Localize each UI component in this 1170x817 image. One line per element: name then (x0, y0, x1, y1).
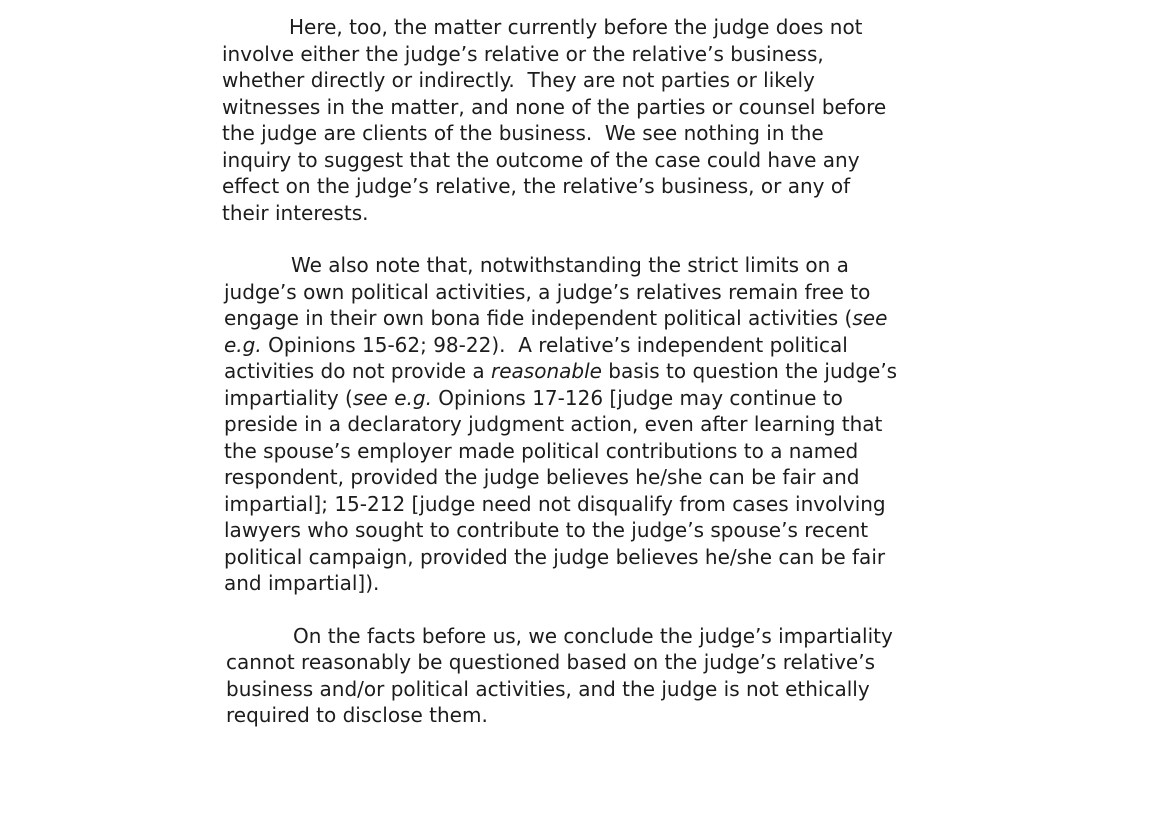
text-line: effect on the judge’s relative, the relative’s business, or any of (222, 174, 851, 198)
text-line: required to disclose them. (226, 703, 488, 727)
paragraph-1 (222, 14, 922, 226)
text-segment: activities do not provide a (224, 359, 492, 383)
text-line: whether directly or indirectly. They are not parties or likely (222, 68, 815, 92)
text-segment: basis to question the judge’s (601, 359, 898, 383)
paragraph-2 (222, 252, 922, 597)
text-line (224, 332, 922, 359)
text-line: political campaign, provided the judge believes he/she can be fair (224, 544, 886, 569)
text-line: lawyers who sought to contribute to the judge’s spouse’s recent (224, 518, 869, 542)
text-line: and impartial]). (224, 571, 380, 595)
text-line: business and/or political activities, and the judge is not ethically (226, 676, 870, 701)
text-line: We also note that, notwithstanding the strict limits on a (291, 253, 849, 277)
text-line (224, 385, 922, 412)
text-segment: Opinions 15-62; 98-22). A relative’s independent political (261, 332, 848, 357)
text-line: On the facts before us, we conclude the judge’s impartiality (293, 623, 893, 648)
text-line: Here, too, the matter currently before the judge does not (289, 15, 863, 39)
citation-signal: e.g. (224, 332, 262, 357)
text-segment: engage in their own bona fide independent political activities ( (224, 306, 853, 330)
text-line: inquiry to suggest that the outcome of the case could have any (222, 147, 860, 172)
paragraph-3 (222, 623, 922, 729)
text-line: the judge are clients of the business. We see nothing in the (222, 121, 824, 145)
text-line: respondent, provided the judge believes he/she can be fair and (224, 465, 860, 489)
text-line: judge’s own political activities, a judge’s relatives remain free to (224, 279, 871, 304)
text-segment: Opinions 17-126 [judge may continue to (431, 385, 843, 410)
document-page (222, 14, 922, 755)
text-line: witnesses in the matter, and none of the parties or counsel before (222, 94, 887, 119)
text-line: cannot reasonably be questioned based on the judge’s relative’s (226, 650, 875, 674)
text-line: impartial]; 15-212 [judge need not disqualify from cases involving (224, 491, 886, 516)
text-segment: impartiality ( (224, 385, 353, 410)
citation-signal: see (852, 306, 888, 330)
text-line (224, 358, 922, 385)
text-line: the spouse’s employer made political contributions to a named (224, 438, 859, 463)
citation-signal: see e.g. (352, 385, 432, 410)
emphasis-word: reasonable (491, 359, 602, 383)
text-line: their interests. (222, 200, 369, 225)
text-line: preside in a declaratory judgment action, even after learning that (224, 412, 883, 436)
text-line (224, 305, 922, 332)
text-line: involve either the judge’s relative or the relative’s business, (222, 41, 824, 66)
